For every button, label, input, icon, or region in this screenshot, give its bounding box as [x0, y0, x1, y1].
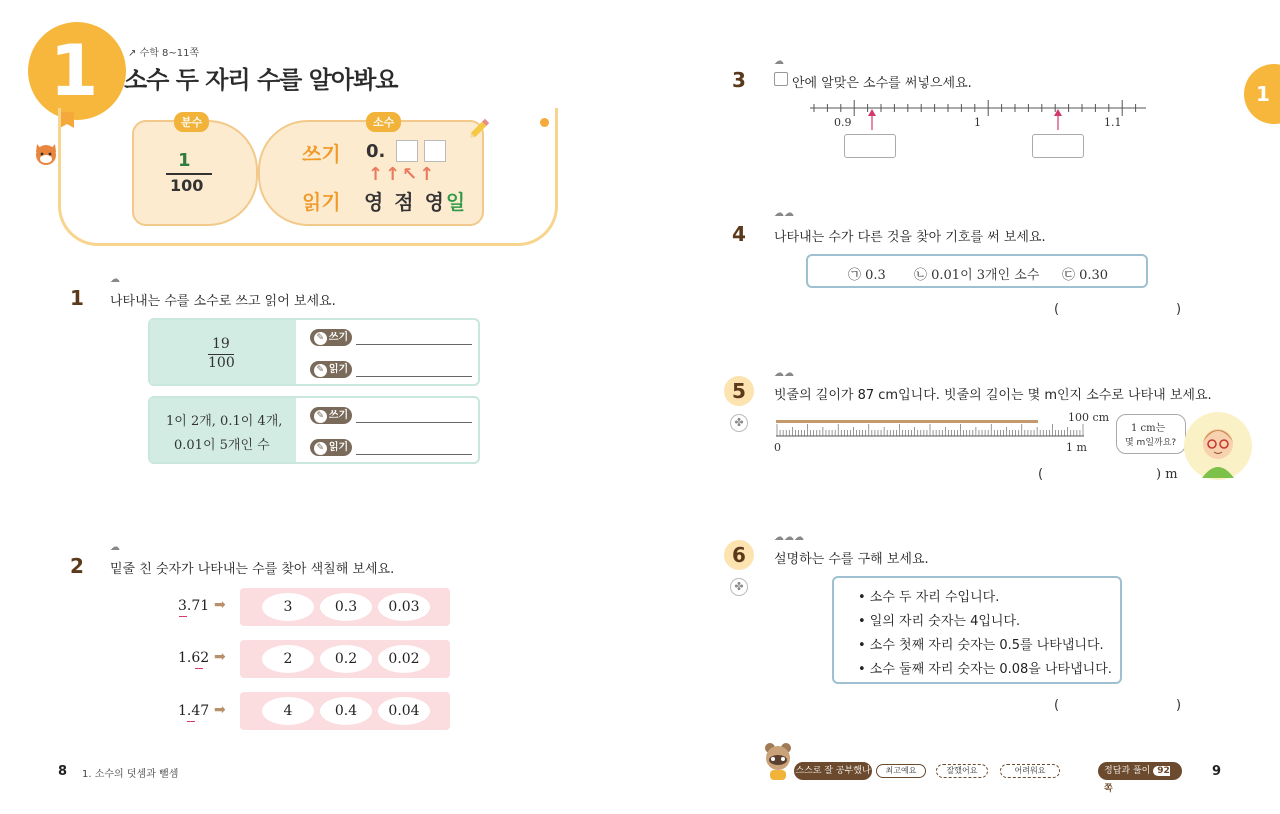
bubble-line-1: 1 cm는	[1131, 423, 1166, 434]
answer-paren-close: )	[1176, 302, 1182, 317]
choice-oval[interactable]: 0.2	[320, 645, 372, 673]
answer-paren-open: (	[1038, 467, 1044, 482]
row-1-arrow-icon: ➡	[214, 597, 226, 613]
problem-1-card-a	[148, 318, 480, 386]
row-1-number: 3.71	[178, 598, 210, 614]
row-3-number: 1.47	[178, 703, 210, 719]
read-answer-line[interactable]	[356, 376, 472, 377]
digit-box	[424, 140, 446, 162]
option-b: ㉡ 0.01이 3개인 소수	[914, 268, 1040, 283]
answer-paren-open: (	[1054, 698, 1060, 713]
fox-mascot-icon	[32, 140, 60, 170]
choice-oval[interactable]: 3	[262, 593, 314, 621]
difficulty-cloud-icon: ☁☁	[774, 368, 794, 379]
answer-page-ref	[1098, 762, 1182, 794]
reading-word-main: 영 점 영	[364, 190, 446, 214]
problem-5-answer-field[interactable]	[1050, 464, 1154, 484]
card-a-numerator: 19	[212, 336, 230, 352]
card-a-denominator: 100	[208, 355, 235, 371]
problem-5-question: 빗줄의 길이가 87 cm입니다. 빗줄의 길이는 몇 m인지 소수로 나타내 보세요.	[774, 388, 1212, 403]
choice-oval[interactable]: 2	[262, 645, 314, 673]
girl-mascot-icon	[1184, 412, 1252, 480]
card-b-line1: 1이 2개, 0.1이 4개,	[166, 414, 283, 429]
problem-2-number: 2	[70, 554, 84, 578]
concept-fraction-bar	[166, 173, 212, 175]
write-answer-line[interactable]	[356, 344, 472, 345]
pencil-icon	[466, 114, 494, 142]
concept-fraction-denominator: 100	[170, 176, 204, 195]
problem-4-question: 나타내는 수가 다른 것을 찾아 기호를 써 보세요.	[774, 230, 1046, 245]
digit-box	[396, 140, 418, 162]
problem-4-number: 4	[732, 222, 746, 246]
row-3-choices	[240, 692, 450, 730]
row-2-arrow-icon: ➡	[214, 649, 226, 665]
difficulty-cloud-icon: ☁☁	[774, 208, 794, 219]
choice-oval[interactable]: 4	[262, 697, 314, 725]
rating-best[interactable]: 최고예요	[876, 764, 926, 778]
write-answer-line[interactable]	[356, 422, 472, 423]
problem-6-question: 설명하는 수를 구해 보세요.	[774, 552, 929, 567]
answer-box-2[interactable]	[1032, 134, 1084, 158]
unit-badge	[28, 22, 126, 120]
frame-dot	[540, 118, 549, 127]
concept-fraction-numerator: 1	[178, 150, 191, 171]
row-1-underline	[179, 616, 187, 617]
problem-4-answer-field[interactable]	[1066, 300, 1172, 320]
clue-1: • 소수 두 자리 수입니다.	[858, 590, 1000, 605]
clue-2: • 일의 자리 숫자는 4입니다.	[858, 614, 1021, 629]
answer-paren-close-unit: ) m	[1156, 467, 1178, 482]
speech-bubble	[1116, 414, 1186, 454]
problem-3-number: 3	[732, 68, 746, 92]
ruler	[776, 418, 1088, 440]
row-2-underline	[195, 668, 203, 669]
lesson-title: 소수 두 자리 수를 알아봐요	[124, 66, 398, 94]
row-1-choices	[240, 588, 450, 626]
decimal-prefix: 0.	[366, 141, 386, 162]
problem-1-question: 나타내는 수를 소수로 쓰고 읽어 보세요.	[110, 294, 336, 309]
row-3-arrow-icon: ➡	[214, 702, 226, 718]
card-a-prompt	[150, 320, 296, 384]
card-b-line2: 0.01이 5개인 수	[174, 438, 270, 453]
reading-word	[364, 186, 467, 215]
tick-label-1-1: 1.1	[1104, 116, 1122, 129]
choice-oval[interactable]: 0.03	[378, 593, 430, 621]
card-b-prompt	[150, 398, 296, 462]
option-c: ㉢ 0.30	[1062, 268, 1109, 283]
clue-4: • 소수 둘째 자리 숫자는 0.08을 나타냅니다.	[858, 662, 1112, 677]
problem-4-options-box	[806, 254, 1148, 288]
ruler-end-label: 1 m	[1066, 441, 1087, 454]
ruler-top-label: 100 cm	[1068, 411, 1110, 424]
reading-word-last: 일	[445, 190, 468, 214]
chapter-name: 1. 소수의 덧셈과 뺄셈	[82, 769, 179, 780]
unit-tab: 1	[1244, 64, 1280, 124]
read-label: 읽기	[302, 190, 341, 214]
read-chip: ✎ 읽기	[310, 361, 352, 378]
problem-6-number: 6	[732, 543, 746, 567]
answer-label: 정답과 풀이	[1104, 766, 1151, 776]
row-2-number: 1.62	[178, 650, 210, 666]
clue-3: • 소수 첫째 자리 숫자는 0.5를 나타냅니다.	[858, 638, 1104, 653]
difficulty-cloud-icon: ☁☁☁	[774, 532, 804, 543]
rating-hard[interactable]: 어려워요	[1000, 764, 1060, 778]
difficulty-cloud-icon: ☁	[774, 56, 784, 67]
tick-label-0-9: 0.9	[834, 116, 852, 129]
tick-label-1: 1	[974, 116, 981, 129]
write-chip: ✎ 쓰기	[310, 329, 352, 346]
decimal-tag: 소수	[366, 112, 401, 132]
problem-5-badge	[724, 376, 754, 406]
problem-6-clue-box	[832, 576, 1122, 684]
choice-oval[interactable]: 0.02	[378, 645, 430, 673]
answer-paren-open: (	[1054, 302, 1060, 317]
raccoon-mascot-icon	[762, 742, 794, 780]
problem-5-number: 5	[732, 379, 746, 403]
write-label: 쓰기	[302, 142, 341, 166]
write-chip: ✎ 쓰기	[310, 407, 352, 424]
read-chip: ✎ 읽기	[310, 439, 352, 456]
bubble-line-2: 몇 m일까요?	[1125, 438, 1177, 448]
answer-box-1[interactable]	[844, 134, 896, 158]
problem-1-number: 1	[70, 286, 84, 310]
read-answer-line[interactable]	[356, 454, 472, 455]
option-a: ㉠ 0.3	[848, 268, 886, 283]
answer-paren-close: )	[1176, 698, 1182, 713]
problem-6-badge	[724, 540, 754, 570]
unit-number: 1	[49, 30, 99, 112]
blank-box-icon	[774, 72, 788, 86]
ruler-zero-label: 0	[774, 441, 781, 454]
right-page-number: 9	[1212, 764, 1222, 779]
reading-arrows: ↑↑↖↑	[368, 164, 437, 185]
choice-oval[interactable]: 0.04	[378, 697, 430, 725]
problem-2-question: 밑줄 친 숫자가 나타내는 수를 찾아 색칠해 보세요.	[110, 562, 395, 577]
row-3-underline	[187, 721, 195, 722]
problem-1-card-b	[148, 396, 480, 464]
textbook-reference: ↗ 수학 8~11쪽	[128, 44, 199, 59]
self-check-label: 스스로 잘 공부했나요?	[794, 762, 872, 780]
choice-oval[interactable]: 0.4	[320, 697, 372, 725]
row-2-choices	[240, 640, 450, 678]
fraction-tag: 분수	[174, 112, 209, 132]
self-check-bar	[794, 760, 1184, 794]
puzzle-icon: ✤	[730, 414, 748, 432]
problem-6-answer-field[interactable]	[1066, 696, 1172, 716]
difficulty-cloud-icon: ☁	[110, 274, 120, 285]
problem-3-question: 안에 알맞은 소수를 써넣으세요.	[792, 76, 972, 91]
puzzle-icon: ✤	[730, 578, 748, 596]
rating-good[interactable]: 잘했어요	[936, 764, 988, 778]
choice-oval[interactable]: 0.3	[320, 593, 372, 621]
answer-page-number: 92쪽	[1104, 766, 1170, 794]
difficulty-cloud-icon: ☁	[110, 542, 120, 553]
left-page-number: 8	[58, 764, 68, 779]
